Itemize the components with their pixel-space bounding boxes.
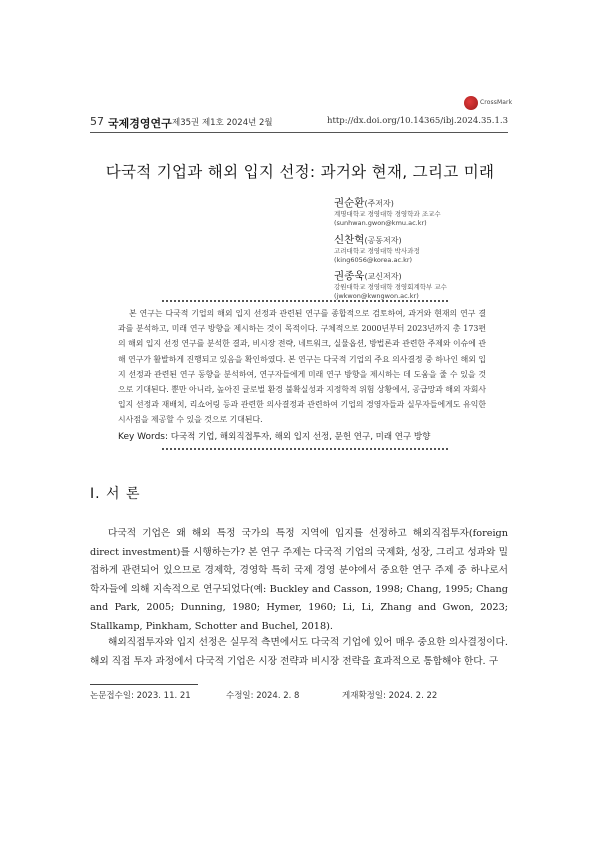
author-name: 권종욱	[334, 270, 365, 282]
body-paragraph: 해외직접투자와 입지 선정은 실무적 측면에서도 다국적 기업에 있어 매우 중요한 의사결정이다. 해외 직접 투자 과정에서 다국적 기업은 시장 전략과 비시장 전략을 효과적으로 통합해야 한다. 구	[90, 637, 508, 667]
header-divider	[90, 132, 508, 133]
author-block	[334, 191, 441, 228]
crossmark-icon	[464, 96, 478, 110]
author-role: (공동저자)	[364, 236, 402, 245]
keywords-text: 다국적 기업, 해외직접투자, 해외 입지 선정, 문헌 연구, 미래 연구 방향	[170, 432, 431, 442]
author-name: 권순환	[334, 197, 365, 209]
author-name: 신찬혁	[334, 234, 365, 246]
author-role: (주저자)	[364, 199, 394, 208]
section-heading: Ⅰ. 서 론	[90, 486, 141, 502]
abstract-text: 본 연구는 다국적 기업의 해외 입지 선정과 관련된 연구를 종합적으로 검토하여, 과거와 현재의 연구 결과를 분석하고, 미래 연구 방향을 제시하는 것이 목적이다. 구체적으로 2000년부터 2023년까지 총 173편의 해외 입지 선정 연구를 분석한 결과, 비시장 전략, 네트워크, 실물옵션, 방법론과 관련한 주제와 이슈에 관해 연구가 활발하게 진행되고 있음을 확인하였다. 본 연구는 다국적 기업의 주요 의사결정 중 하나인 해외 입지 선정과 관련된 연구 동향을 분석하여, 연구자들에게 미래 연구 방향을 제시하는 데 도움을 줄 수 있을 것으로 기대된다. 뿐만 아니라, 높아진 글로벌 환경 불확실성과 지정학적 위험 상황에서, 공급망과 해외 자회사 입지 선정과 재배치, 리쇼어링 등과 관련한 의사결정과 관련하여 기업의 경영자들과 실무자들에게도 유익한 시사점을 제공할 수 있을 것으로 기대된다.	[118, 309, 486, 425]
author-email: (sunhwan.gwon@kmu.ac.kr)	[334, 219, 427, 227]
paper-title: 다국적 기업과 해외 입지 선정: 과거와 현재, 그리고 미래	[105, 163, 495, 181]
abstract-bottom-divider	[162, 448, 448, 450]
journal-issue: 제35권 제1호 2024년 2월	[172, 118, 273, 128]
author-email: (king6056@korea.ac.kr)	[334, 256, 413, 264]
journal-name: 국제경영연구	[108, 117, 172, 130]
keywords-label: Key Words:	[118, 432, 169, 442]
crossmark-badge[interactable]	[464, 96, 513, 112]
revised-date: 수정일: 2024. 2. 8	[226, 691, 300, 701]
author-block	[334, 264, 447, 301]
doi-link[interactable]: http://dx.doi.org/10.14365/ibj.2024.35.1.3	[326, 116, 508, 126]
author-role: (교신저자)	[364, 272, 402, 281]
keywords	[118, 430, 430, 442]
author-email: (jwkwon@kwngwon.ac.kr)	[334, 292, 419, 300]
abstract-top-divider	[162, 300, 448, 302]
crossmark-label: CrossMark	[480, 99, 513, 106]
footnote-divider	[90, 684, 198, 685]
author-affiliation: 강원대학교 경영대학 경영회계학부 교수	[334, 283, 447, 291]
author-affiliation: 고려대학교 경영대학 박사과정	[334, 247, 420, 255]
accepted-date: 게재확정일: 2024. 2. 22	[342, 691, 438, 701]
received-date: 논문접수일: 2023. 11. 21	[90, 691, 191, 701]
author-block	[334, 228, 420, 265]
author-affiliation: 계명대학교 경영대학 경영학과 조교수	[334, 210, 441, 218]
page-number: 57	[90, 115, 104, 128]
body-paragraph: 다국적 기업은 왜 해외 특정 국가의 특정 지역에 입지를 선정하고 해외직접투자(foreign direct investment)를 시행하는가? 본 연구 주제는 다국적 기업의 국제화, 성장, 그리고 성과와 밀접하게 관련되어 있으므로 경제학, 경영학 특히 국제 경영 분야에서 중요한 연구 주제 중 하나로서 학자들에 의해 지속적으로 연구되었다(예: Buckley and Casson, 1998; Chang, 1995; Chang and Park, 2005; Dunning, 1980; Hymer, 1960; Li, Li, Zhang and Gwon, 2023; Stallkamp, Pinkham, Schotter and Buchel, 2018).	[90, 528, 508, 632]
